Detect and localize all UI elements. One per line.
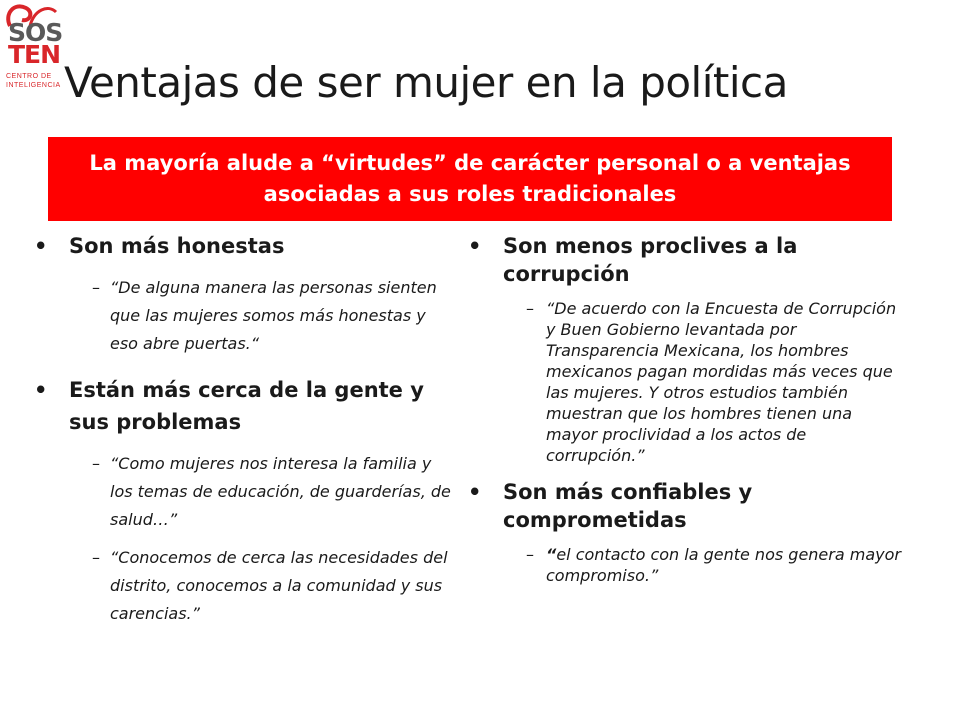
right-column <box>468 230 908 586</box>
quote-familia: – “Como mujeres nos interesa la familia y los temas de educación, de guarderías, de salud…” <box>34 450 454 534</box>
point-corrupcion: • Son menos proclives a la corrupción <box>468 232 908 288</box>
quote-compromiso-text: el contacto con la gente nos genera mayor compromiso.” <box>546 545 901 585</box>
logo-subtitle-1: CENTRO DE <box>6 73 52 80</box>
quote-honestas: – “De alguna manera las personas sienten que las mujeres somos más honestas y eso abre puertas.“ <box>34 274 454 358</box>
summary-banner-text: La mayoría alude a “virtudes” de carácter personal o a ventajas asociadas a sus roles tradicionales <box>89 151 851 206</box>
quote-open-mark: “ <box>546 545 557 564</box>
point-honestas: • Son más honestas <box>34 230 454 262</box>
point-cerca-de-la-gente: • Están más cerca de la gente y sus problemas <box>34 374 454 438</box>
quote-compromiso <box>468 544 908 586</box>
logo-text-sos: SOS <box>8 18 63 47</box>
sosten-logo <box>0 0 64 118</box>
summary-banner <box>48 137 892 221</box>
logo-subtitle-2: INTELIGENCIA <box>6 82 61 89</box>
left-column <box>34 230 454 628</box>
point-confiables: • Son más confiables y comprometidas <box>468 478 908 534</box>
quote-distrito: – “Conocemos de cerca las necesidades del distrito, conocemos a la comunidad y sus carencias.” <box>34 544 454 628</box>
quote-encuesta: – “De acuerdo con la Encuesta de Corrupción y Buen Gobierno levantada por Transparencia Mexicana, los hombres mexicanos pagan mordidas más veces que las mujeres. Y otros estudios también muestran que los hombres tienen una mayor proclividad a los actos de corrupción.” <box>468 298 908 466</box>
slide-title: Ventajas de ser mujer en la política <box>64 58 788 107</box>
logo-text-ten: TEN <box>8 40 61 69</box>
